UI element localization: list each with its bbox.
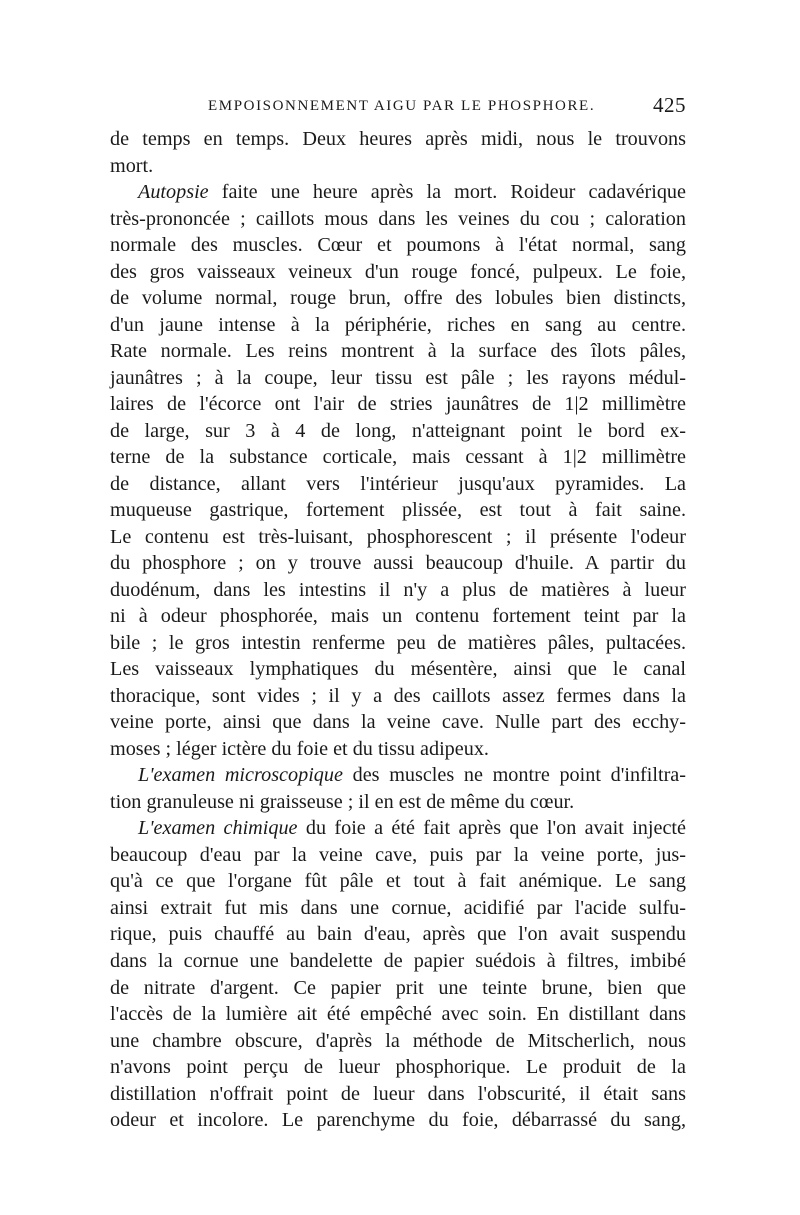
- text-line: de temps en temps. Deux heures après midi, nous le trouvons: [110, 128, 686, 150]
- italic-lead: L'examen microscopique: [138, 764, 343, 787]
- text-line: Le contenu est très-luisant, phosphorescent ; il présente l'odeur: [110, 525, 686, 548]
- text-line: L'examen microscopique des muscles ne montre point d'infiltra-: [138, 764, 686, 787]
- text-line: tion granuleuse ni graisseuse ; il en est de même du cœur.: [110, 790, 575, 813]
- text-line: des gros vaisseaux veineux d'un rouge foncé, pulpeux. Le foie,: [110, 260, 686, 283]
- text-line: moses ; léger ictère du foie et du tissu adipeux.: [110, 737, 489, 760]
- text-line: thoracique, sont vides ; il y a des caillots assez fermes dans la: [110, 684, 686, 707]
- body-text: [110, 126, 686, 1134]
- text-line: de volume normal, rouge brun, offre des lobules bien distincts,: [110, 287, 686, 310]
- running-title: EMPOISONNEMENT AIGU PAR LE PHOSPHORE.: [208, 98, 596, 114]
- text-line: une chambre obscure, d'après la méthode de Mitscherlich, nous: [110, 1029, 686, 1052]
- running-head: [108, 94, 686, 118]
- text-line: veine porte, ainsi que dans la veine cave. Nulle part des ecchy-: [110, 711, 686, 734]
- text-line: qu'à ce que l'organe fût pâle et tout à fait anémique. Le sang: [110, 870, 686, 893]
- page-number: 425: [653, 93, 686, 117]
- text-line: mort.: [110, 154, 154, 177]
- text-line: n'avons point perçu de lueur phosphorique. Le produit de la: [110, 1056, 686, 1079]
- text-line: terne de la substance corticale, mais cessant à 1|2 millimètre: [110, 446, 686, 469]
- text-line: bile ; le gros intestin renferme peu de matières pâles, pultacées.: [110, 631, 686, 654]
- italic-lead: L'examen chimique: [138, 817, 298, 840]
- text-line: odeur et incolore. Le parenchyme du foie, débarrassé du sang,: [110, 1109, 686, 1132]
- text-line: ainsi extrait fut mis dans une cornue, acidifié par l'acide sulfu-: [110, 896, 686, 919]
- text-line: de nitrate d'argent. Ce papier prit une teinte brune, bien que: [110, 976, 686, 999]
- text-line: muqueuse gastrique, fortement plissée, est tout à fait saine.: [110, 499, 686, 522]
- text-line: beaucoup d'eau par la veine cave, puis par la veine porte, jus-: [110, 843, 686, 866]
- text-line: Les vaisseaux lymphatiques du mésentère, ainsi que le canal: [110, 658, 686, 681]
- text-line: très-prononcée ; caillots mous dans les veines du cou ; caloration: [110, 207, 686, 230]
- text-line: ni à odeur phosphorée, mais un contenu fortement teint par la: [110, 605, 686, 628]
- text-line: de large, sur 3 à 4 de long, n'atteignant point le bord ex-: [110, 419, 686, 442]
- text-line: jaunâtres ; à la coupe, leur tissu est pâle ; les rayons médul-: [110, 366, 686, 389]
- text-line: L'examen chimique du foie a été fait après que l'on avait injecté: [138, 817, 686, 840]
- text-line: normale des muscles. Cœur et poumons à l'état normal, sang: [110, 234, 686, 257]
- text-line: Autopsie faite une heure après la mort. Roideur cadavérique: [138, 181, 686, 204]
- text-line: duodénum, dans les intestins il n'y a plus de matières à lueur: [110, 578, 686, 601]
- text-line: rique, puis chauffé au bain d'eau, après que l'on avait suspendu: [110, 923, 686, 946]
- text-line: Rate normale. Les reins montrent à la surface des îlots pâles,: [110, 340, 686, 363]
- text-line: laires de l'écorce ont l'air de stries jaunâtres de 1|2 millimètre: [110, 393, 686, 416]
- text-line: d'un jaune intense à la périphérie, riches en sang au centre.: [110, 313, 686, 336]
- text-line: dans la cornue une bandelette de papier suédois à filtres, imbibé: [110, 949, 686, 972]
- text-line: du phosphore ; on y trouve aussi beaucoup d'huile. A partir du: [110, 552, 686, 575]
- text-line: distillation n'offrait point de lueur dans l'obscurité, il était sans: [110, 1082, 686, 1105]
- italic-lead: Autopsie: [138, 181, 209, 204]
- text-line: l'accès de la lumière ait été empêché avec soin. En distillant dans: [110, 1003, 686, 1026]
- text-line: de distance, allant vers l'intérieur jusqu'aux pyramides. La: [110, 472, 686, 495]
